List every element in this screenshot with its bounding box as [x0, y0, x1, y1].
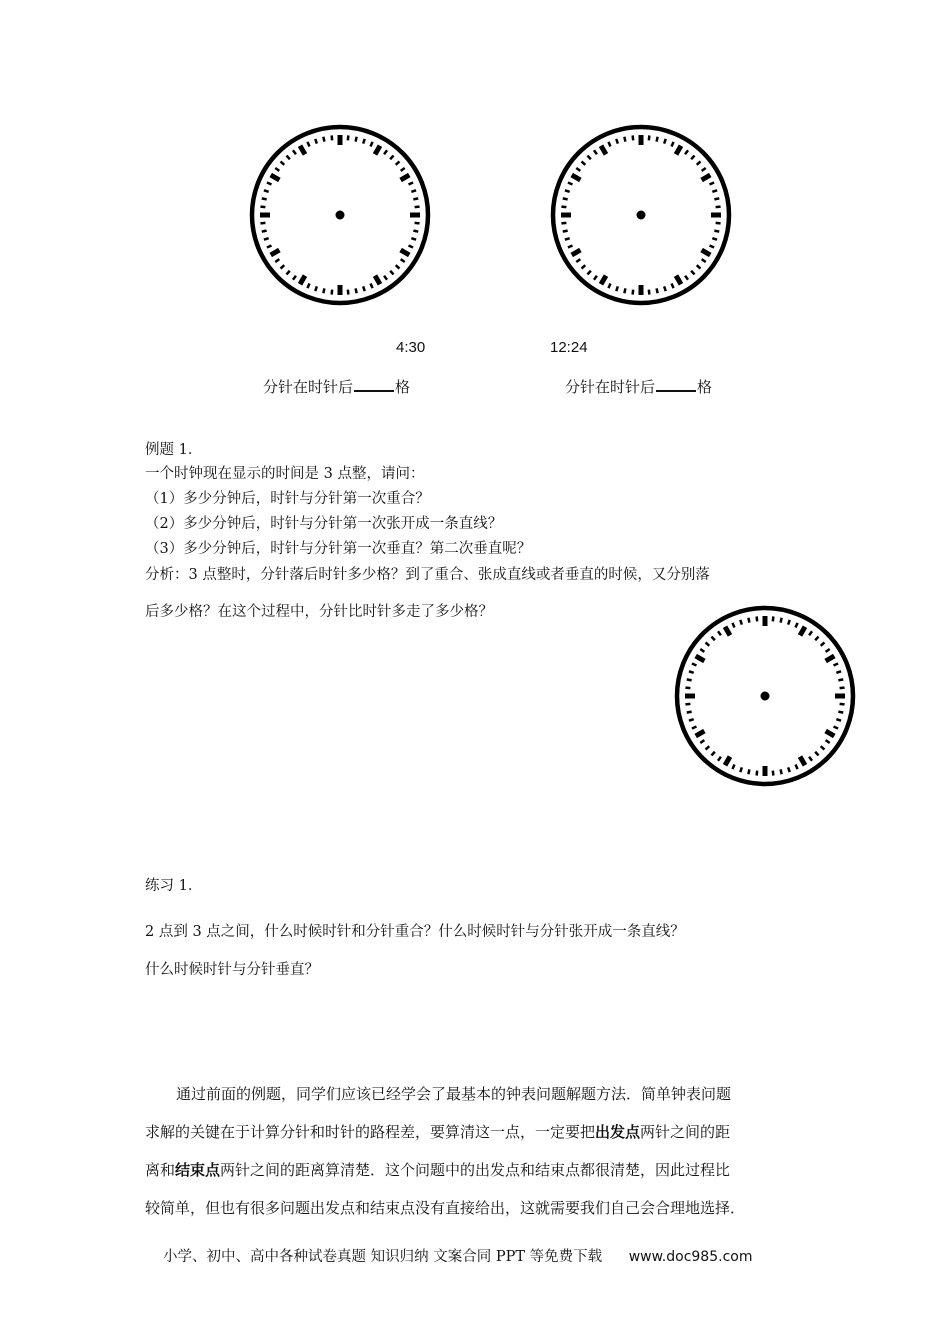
minute-tick — [649, 135, 650, 140]
exercise-line-2: 什么时候时针与分针垂直？ — [145, 962, 319, 978]
minute-tick — [732, 623, 734, 628]
minute-tick — [691, 271, 694, 275]
minute-tick — [788, 620, 790, 625]
minute-tick — [836, 671, 841, 673]
question-suffix: 格 — [697, 378, 713, 396]
summary-text: 求解的关键在于计算分针和时针的路程差，要算清这一点，一定要把 — [145, 1123, 596, 1141]
minute-tick — [649, 290, 650, 295]
minute-tick — [582, 161, 586, 164]
hour-tick — [800, 757, 805, 766]
hour-tick — [375, 146, 380, 155]
minute-tick — [826, 649, 830, 652]
minute-tick — [809, 631, 812, 635]
minute-tick — [363, 139, 365, 144]
minute-tick — [413, 231, 418, 232]
footer — [163, 1245, 752, 1266]
summary-line-3 — [145, 1159, 730, 1180]
minute-tick — [697, 161, 701, 164]
clock-face-2 — [549, 123, 733, 307]
hour-tick — [676, 146, 681, 155]
minute-tick — [594, 150, 597, 154]
minute-tick — [264, 238, 269, 240]
minute-tick — [838, 712, 843, 713]
minute-tick — [687, 679, 692, 680]
minute-tick — [624, 137, 625, 142]
minute-tick — [840, 688, 845, 689]
minute-tick — [700, 649, 704, 652]
minute-tick — [826, 740, 830, 743]
minute-tick — [384, 150, 387, 154]
summary-line-4: 较简单，但也有很多问题出发点和结束点没有直接给出，这就需要我们自己会合理地选择． — [145, 1199, 746, 1217]
minute-tick — [718, 757, 721, 761]
minute-tick — [264, 190, 269, 192]
minute-tick — [587, 271, 590, 275]
minute-tick — [692, 727, 697, 729]
minute-tick — [281, 161, 285, 164]
minute-tick — [356, 288, 357, 293]
minute-tick — [689, 719, 694, 721]
minute-tick — [262, 231, 267, 232]
minute-tick — [275, 168, 279, 171]
minute-tick — [286, 156, 289, 160]
minute-tick — [293, 276, 296, 280]
hour-tick — [800, 627, 805, 636]
minute-tick — [834, 727, 839, 729]
clock-face-1 — [248, 123, 432, 307]
minute-tick — [732, 765, 734, 770]
minute-tick — [348, 290, 349, 295]
minute-tick — [332, 290, 333, 295]
example-question-2: （2）多少分钟后，时针与分针第一次张开成一条直线？ — [145, 516, 503, 532]
minute-tick — [390, 156, 393, 160]
minute-tick — [840, 704, 845, 705]
minute-tick — [748, 769, 749, 774]
minute-tick — [415, 207, 420, 208]
clock-2-time-label: 12:24 — [550, 339, 588, 356]
minute-tick — [815, 752, 818, 756]
summary-text: 离和 — [145, 1161, 176, 1179]
hour-tick — [375, 276, 380, 285]
minute-tick — [672, 142, 674, 147]
minute-tick — [716, 223, 721, 224]
minute-tick — [371, 284, 373, 289]
example-title: 例题 1． — [145, 442, 203, 458]
clock-face-3 — [673, 604, 857, 788]
minute-tick — [262, 198, 267, 199]
minute-tick — [718, 631, 721, 635]
minute-tick — [712, 190, 717, 192]
minute-tick — [307, 284, 309, 289]
minute-tick — [757, 616, 758, 621]
minute-tick — [568, 182, 573, 184]
clock-2-question — [565, 376, 712, 397]
example-analysis-line-2: 后多少格？在这个过程中，分针比时针多走了多少格？ — [145, 604, 493, 620]
minute-tick — [716, 207, 721, 208]
hour-tick — [401, 250, 410, 255]
hour-tick — [696, 731, 705, 736]
minute-tick — [838, 679, 843, 680]
minute-tick — [401, 259, 405, 262]
minute-tick — [711, 637, 714, 641]
minute-tick — [796, 765, 798, 770]
minute-tick — [561, 223, 566, 224]
minute-tick — [363, 286, 365, 291]
minute-tick — [415, 223, 420, 224]
minute-tick — [561, 207, 566, 208]
minute-tick — [281, 265, 285, 268]
minute-tick — [815, 637, 818, 641]
clock-1-time-label: 4:30 — [396, 339, 426, 356]
minute-tick — [692, 663, 697, 665]
minute-tick — [409, 246, 414, 248]
answer-blank-1[interactable] — [354, 378, 394, 392]
minute-tick — [834, 663, 839, 665]
minute-tick — [710, 246, 715, 248]
keyword-end-point: 结束点 — [175, 1161, 221, 1179]
minute-tick — [267, 182, 272, 184]
minute-tick — [563, 198, 568, 199]
question-prefix: 分针在时针后 — [565, 378, 656, 396]
minute-tick — [409, 182, 414, 184]
footer-text: 小学、初中、高中各种试卷真题 知识归纳 文案合同 PPT 等免费下载 — [163, 1249, 603, 1265]
hour-tick — [676, 276, 681, 285]
minute-tick — [740, 620, 742, 625]
minute-tick — [685, 150, 688, 154]
minute-tick — [390, 271, 393, 275]
hour-tick — [725, 627, 730, 636]
hour-tick — [725, 757, 730, 766]
minute-tick — [689, 671, 694, 673]
minute-tick — [323, 137, 324, 142]
clock-1-question — [263, 376, 410, 397]
exercise-line-1: 2 点到 3 点之间，什么时候时针和分针重合？什么时候时针与分针张开成一条直线？ — [145, 924, 685, 940]
minute-tick — [624, 288, 625, 293]
minute-tick — [691, 156, 694, 160]
summary-text: 两针之间的距 — [640, 1123, 731, 1141]
minute-tick — [664, 286, 666, 291]
summary-line-1: 通过前面的例题，同学们应该已经学会了最基本的钟表问题解题方法．简单钟表问题 — [176, 1085, 732, 1103]
minute-tick — [587, 156, 590, 160]
hour-tick — [401, 175, 410, 180]
minute-tick — [356, 137, 357, 142]
hour-tick — [300, 276, 305, 285]
question-prefix: 分针在时针后 — [263, 378, 354, 396]
minute-tick — [384, 276, 387, 280]
minute-tick — [796, 623, 798, 628]
minute-tick — [563, 231, 568, 232]
summary-text: 两针之间的距离算清楚．这个问题中的出发点和结束点都很清楚，因此过程比 — [220, 1161, 731, 1179]
exercise-title: 练习 1． — [145, 878, 203, 894]
minute-tick — [664, 139, 666, 144]
center-dot — [336, 211, 345, 220]
hour-tick — [271, 175, 280, 180]
hour-tick — [572, 250, 581, 255]
minute-tick — [773, 616, 774, 621]
keyword-start-point: 出发点 — [595, 1123, 641, 1141]
minute-tick — [411, 190, 416, 192]
minute-tick — [685, 704, 690, 705]
footer-url[interactable]: www.doc985.com — [628, 1249, 753, 1265]
minute-tick — [685, 276, 688, 280]
minute-tick — [633, 135, 634, 140]
minute-tick — [672, 284, 674, 289]
example-analysis-line-1: 分析：3 点整时，分针落后时针多少格？到了重合、张成直线或者垂直的时候，又分别落 — [145, 567, 710, 583]
minute-tick — [773, 771, 774, 776]
minute-tick — [396, 265, 400, 268]
minute-tick — [809, 757, 812, 761]
minute-tick — [565, 190, 570, 192]
minute-tick — [706, 642, 710, 645]
minute-tick — [616, 286, 618, 291]
minute-tick — [565, 238, 570, 240]
hour-tick — [300, 146, 305, 155]
hour-tick — [271, 250, 280, 255]
example-question-3: （3）多少分钟后，时针与分针第一次垂直？第二次垂直呢？ — [145, 541, 532, 557]
minute-tick — [702, 168, 706, 171]
minute-tick — [576, 168, 580, 171]
minute-tick — [685, 688, 690, 689]
summary-line-2 — [145, 1121, 730, 1142]
hour-tick — [601, 276, 606, 285]
example-question-1: （1）多少分钟后，时针与分针第一次重合？ — [145, 491, 430, 507]
minute-tick — [757, 771, 758, 776]
hour-tick — [601, 146, 606, 155]
center-dot — [761, 692, 770, 701]
minute-tick — [788, 767, 790, 772]
minute-tick — [714, 231, 719, 232]
minute-tick — [260, 223, 265, 224]
minute-tick — [323, 288, 324, 293]
minute-tick — [413, 198, 418, 199]
minute-tick — [315, 286, 317, 291]
answer-blank-2[interactable] — [656, 378, 696, 392]
hour-tick — [572, 175, 581, 180]
minute-tick — [286, 271, 289, 275]
minute-tick — [582, 265, 586, 268]
minute-tick — [712, 238, 717, 240]
minute-tick — [275, 259, 279, 262]
minute-tick — [687, 712, 692, 713]
minute-tick — [710, 182, 715, 184]
minute-tick — [371, 142, 373, 147]
minute-tick — [740, 767, 742, 772]
center-dot — [637, 211, 646, 220]
minute-tick — [657, 288, 658, 293]
minute-tick — [348, 135, 349, 140]
minute-tick — [633, 290, 634, 295]
hour-tick — [826, 656, 835, 661]
minute-tick — [396, 161, 400, 164]
hour-tick — [702, 250, 711, 255]
minute-tick — [568, 246, 573, 248]
minute-tick — [608, 284, 610, 289]
minute-tick — [836, 719, 841, 721]
minute-tick — [781, 769, 782, 774]
minute-tick — [411, 238, 416, 240]
minute-tick — [781, 618, 782, 623]
minute-tick — [702, 259, 706, 262]
minute-tick — [616, 139, 618, 144]
minute-tick — [657, 137, 658, 142]
minute-tick — [821, 642, 825, 645]
minute-tick — [260, 207, 265, 208]
minute-tick — [711, 752, 714, 756]
minute-tick — [700, 740, 704, 743]
minute-tick — [594, 276, 597, 280]
question-suffix: 格 — [395, 378, 411, 396]
minute-tick — [714, 198, 719, 199]
hour-tick — [826, 731, 835, 736]
minute-tick — [293, 150, 296, 154]
minute-tick — [697, 265, 701, 268]
minute-tick — [576, 259, 580, 262]
minute-tick — [315, 139, 317, 144]
minute-tick — [706, 746, 710, 749]
example-intro: 一个时钟现在显示的时间是 3 点整，请问： — [145, 466, 425, 482]
minute-tick — [307, 142, 309, 147]
hour-tick — [702, 175, 711, 180]
minute-tick — [267, 246, 272, 248]
minute-tick — [332, 135, 333, 140]
minute-tick — [401, 168, 405, 171]
minute-tick — [821, 746, 825, 749]
minute-tick — [748, 618, 749, 623]
hour-tick — [696, 656, 705, 661]
minute-tick — [608, 142, 610, 147]
